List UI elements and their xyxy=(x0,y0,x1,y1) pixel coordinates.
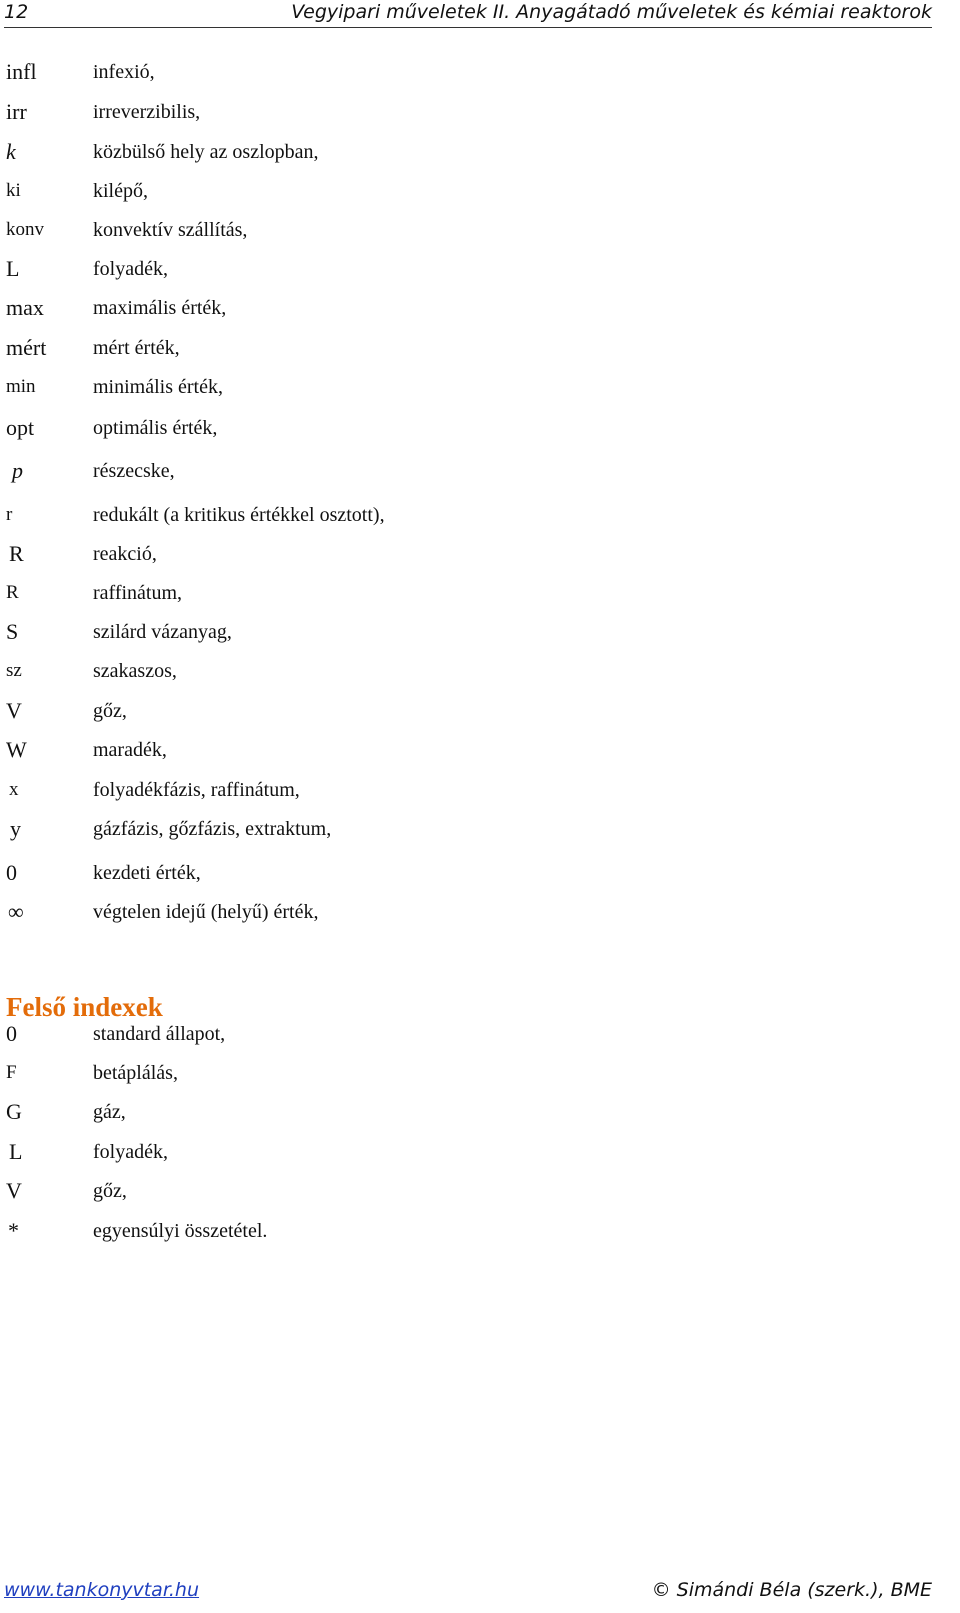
list-item xyxy=(0,137,900,167)
list-item xyxy=(0,215,900,245)
infinity-symbol: ∞ xyxy=(8,899,24,924)
symbol: ki xyxy=(6,180,21,201)
list-item xyxy=(0,775,900,805)
list-item xyxy=(0,1176,900,1206)
symbol: y xyxy=(10,816,21,841)
list-item xyxy=(0,254,900,284)
list-item xyxy=(0,1019,900,1049)
description: kezdeti érték, xyxy=(93,862,201,884)
symbol: 0 xyxy=(6,860,17,885)
list-item xyxy=(0,656,900,686)
symbol: max xyxy=(6,295,44,320)
list-item xyxy=(0,814,900,844)
list-item xyxy=(0,372,900,402)
description: egyensúlyi összetétel. xyxy=(93,1220,268,1242)
list-item xyxy=(0,456,900,486)
description: irreverzibilis, xyxy=(93,101,201,123)
description: kilépő, xyxy=(93,180,148,202)
description: szilárd vázanyag, xyxy=(93,621,232,643)
symbol: p xyxy=(12,458,23,483)
symbol: mért xyxy=(6,335,47,360)
symbol: L xyxy=(9,1139,23,1164)
list-item xyxy=(0,1137,900,1167)
list-item xyxy=(0,696,900,726)
symbol: V xyxy=(6,1178,22,1203)
list-item xyxy=(0,617,900,647)
list-item xyxy=(0,858,900,888)
description: gázfázis, gőzfázis, extraktum, xyxy=(93,818,332,840)
symbol: S xyxy=(6,619,19,644)
website-link[interactable]: www.tankonyvtar.hu xyxy=(4,1579,200,1601)
list-item xyxy=(0,176,900,206)
section-heading: Felső indexek xyxy=(6,992,163,1022)
symbol: infl xyxy=(6,59,37,84)
description: optimális érték, xyxy=(93,417,218,439)
description: konvektív szállítás, xyxy=(93,219,248,241)
description: standard állapot, xyxy=(93,1023,226,1045)
list-item xyxy=(0,1058,900,1088)
list-item xyxy=(0,413,900,443)
list-item xyxy=(0,500,900,530)
list-item xyxy=(0,1216,900,1246)
symbol: W xyxy=(6,737,27,762)
symbol: x xyxy=(9,779,19,800)
page-header xyxy=(4,0,932,28)
description: szakaszos, xyxy=(93,660,177,682)
description: minimális érték, xyxy=(93,376,223,398)
symbol: irr xyxy=(6,99,27,124)
list-item xyxy=(0,1097,900,1127)
running-title: Vegyipari műveletek II. Anyagátadó műveletek és kémiai reaktorok xyxy=(291,1,932,23)
description: mért érték, xyxy=(93,337,180,359)
description: gáz, xyxy=(93,1101,126,1123)
description: redukált (a kritikus értékkel osztott), xyxy=(93,504,385,526)
symbol: opt xyxy=(6,415,35,440)
symbol: sz xyxy=(6,660,22,681)
asterisk-symbol: * xyxy=(8,1218,19,1243)
page-number: 12 xyxy=(4,1,29,23)
description: maximális érték, xyxy=(93,297,227,319)
description: gőz, xyxy=(93,1180,127,1202)
list-item xyxy=(0,897,900,927)
description: részecske, xyxy=(93,460,175,482)
description: folyadék, xyxy=(93,258,168,280)
list-item xyxy=(0,333,900,363)
description: infexió, xyxy=(93,61,155,83)
symbol: R xyxy=(9,541,24,566)
description: közbülső hely az oszlopban, xyxy=(93,141,319,163)
symbol: L xyxy=(6,256,20,281)
list-item xyxy=(0,57,900,87)
symbol: konv xyxy=(6,219,44,240)
list-item xyxy=(0,97,900,127)
symbol: F xyxy=(6,1062,17,1083)
symbol: V xyxy=(6,698,22,723)
symbol: 0 xyxy=(6,1021,17,1046)
page-footer xyxy=(4,1575,932,1605)
copyright: © Simándi Béla (szerk.), BME xyxy=(651,1579,932,1601)
symbol: G xyxy=(6,1099,22,1124)
description: végtelen idejű (helyű) érték, xyxy=(93,901,319,923)
list-item xyxy=(0,735,900,765)
list-item xyxy=(0,293,900,323)
list-item xyxy=(0,539,900,569)
description: gőz, xyxy=(93,700,127,722)
symbol: min xyxy=(6,376,36,397)
list-item xyxy=(0,578,900,608)
symbol: k xyxy=(6,139,16,164)
description: folyadékfázis, raffinátum, xyxy=(93,779,300,801)
symbol: R xyxy=(6,582,19,603)
symbol: r xyxy=(6,504,13,525)
description: betáplálás, xyxy=(93,1062,178,1084)
description: raffinátum, xyxy=(93,582,183,604)
description: maradék, xyxy=(93,739,167,761)
description: folyadék, xyxy=(93,1141,168,1163)
description: reakció, xyxy=(93,543,157,565)
